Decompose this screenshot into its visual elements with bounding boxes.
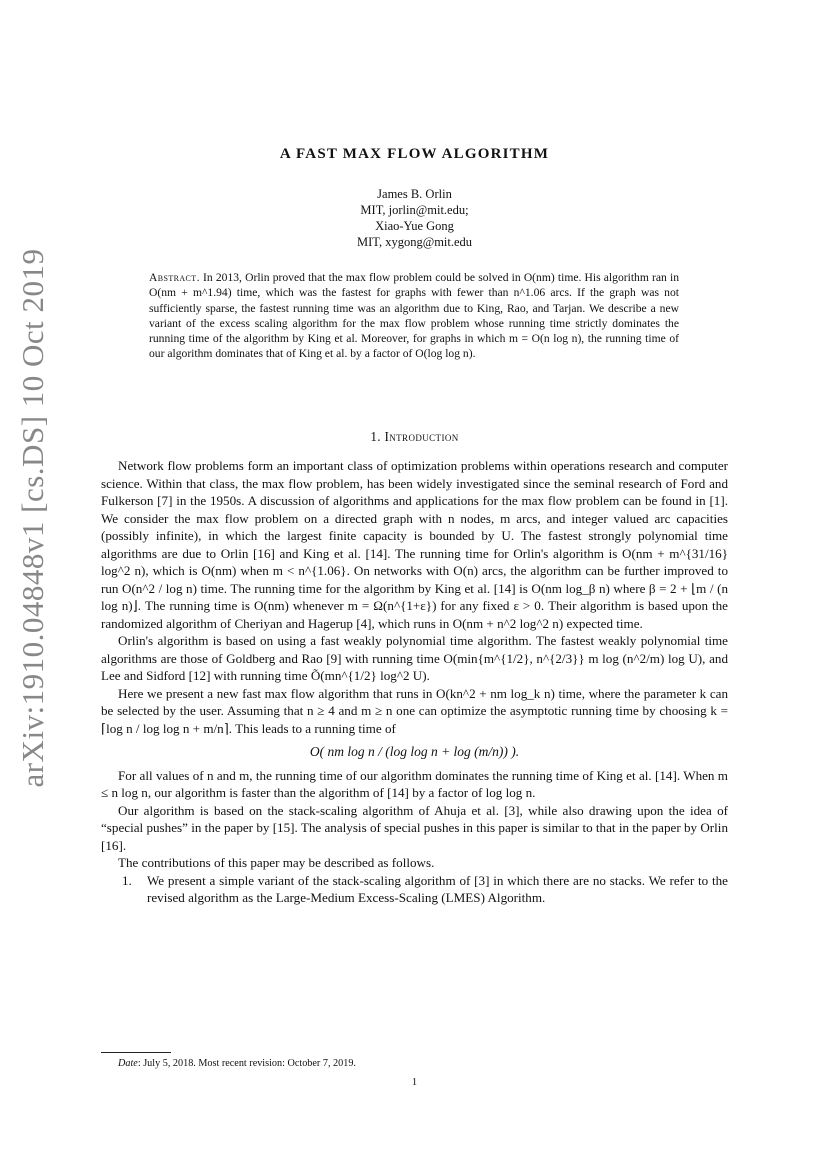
list-item-text: We present a simple variant of the stack-scaling algorithm of [3] in which there are no stacks. We refer to the revised algorithm as the Large-Medium Excess-Scaling (LMES) Algorithm. — [147, 872, 728, 905]
section-title: Introduction — [384, 429, 459, 444]
paragraph: Our algorithm is based on the stack-scaling algorithm of Ahuja et al. [3], while also drawing upon the idea of “special pushes” in the paper by [15]. The analysis of special pushes in this paper is similar to that in the paper by Orlin [16]. — [101, 802, 728, 853]
section-heading — [101, 429, 728, 445]
paragraph: The contributions of this paper may be described as follows. — [118, 855, 435, 870]
display-equation: O( nm log n / (log log n + log (m/n)) ). — [309, 744, 520, 759]
abstract-label: Abstract. — [149, 271, 200, 284]
section-body — [101, 457, 728, 907]
contributions-list — [101, 872, 728, 907]
author-block — [101, 186, 728, 250]
list-item-number: 1. — [122, 872, 132, 888]
author-affiliation: MIT, xygong@mit.edu — [356, 235, 473, 249]
author-name: James B. Orlin — [377, 187, 452, 201]
page-number: 1 — [411, 1077, 418, 1088]
author-name: Xiao-Yue Gong — [375, 219, 454, 233]
paragraph: Here we present a new fast max flow algorithm that runs in O(kn^2 + nm log_k n) time, where the parameter k can be selected by the user. Assuming that n ≥ 4 and m ≥ n one can optimize the asymptotic running time by choosing k = ⌈log n / log log n + m/n⌉. This leads to a running time of — [101, 685, 728, 736]
list-item — [101, 872, 728, 907]
paragraph: For all values of n and m, the running time of our algorithm dominates the running time of King et al. [14]. When m ≤ n log n, our algorithm is faster than the algorithm of [14] by a factor of log log n. — [101, 767, 728, 800]
footnote-label: Date — [118, 1058, 138, 1069]
paragraph: Network flow problems form an important class of optimization problems within operations research and computer science. Within that class, the max flow problem, has been widely investigated since the seminal research of Ford and Fulkerson [7] in the 1950s. A discussion of algorithms and applications for the max flow problem can be found in [1]. We consider the max flow problem on a directed graph with n nodes, m arcs, and integer valued arc capacities (possibly infinite), in which the largest finite capacity is bounded by U. The fastest strongly polynomial time algorithms are due to Orlin [16] and King et al. [14]. The running time for Orlin's algorithm is O(nm + m^{31/16} log^2 n), which is O(nm) when m < n^{1.06}. On networks with O(n) arcs, the algorithm can be further improved to run O(n^2 / log n) time. The running time for the algorithm by King et al. [14] is O(nm log_β n) where β = 2 + ⌊m / (n log n)⌋. The running time is O(nm) whenever m = Ω(n^{1+ε}) for any fixed ε > 0. Their algorithm is based upon the randomized algorithm of Cheriyan and Hagerup [4], which runs in O(nm + n^2 log^2 n) expected time. — [101, 458, 728, 631]
footnote-text: : July 5, 2018. Most recent revision: October 7, 2019. — [137, 1058, 356, 1069]
arxiv-sidebar — [15, 248, 50, 788]
date-footnote — [118, 1058, 356, 1069]
paragraph: Orlin's algorithm is based on using a fast weakly polynomial time algorithm. The fastest weakly polynomial time algorithms are those of Goldberg and Rao [9] with running time O(min{m^{1/2}, n^{2/3}} m log (n^2/m) log U), and Lee and Sidford [12] with running time Õ(mn^{1/2} log^2 U). — [101, 633, 728, 683]
paper-title: A FAST MAX FLOW ALGORITHM — [279, 146, 550, 162]
author-affiliation: MIT, jorlin@mit.edu; — [360, 203, 469, 217]
footnote-rule — [101, 1052, 171, 1053]
abstract — [149, 270, 679, 362]
section-number: 1. — [370, 429, 381, 444]
arxiv-identifier: arXiv:1910.04848v1 [cs.DS] 10 Oct 2019 — [15, 248, 50, 788]
abstract-text: In 2013, Orlin proved that the max flow problem could be solved in O(nm) time. His algorithm ran in O(nm + m^1.94) time, which was the fastest for graphs with fewer than n^1.06 arcs. If the graph was not sufficiently sparse, the fastest running time was an algorithm due to King, Rao, and Tarjan. We describe a new variant of the excess scaling algorithm for the max flow problem whose running time strictly dominates the running time of the algorithm by King et al. Moreover, for graphs in which m = O(n log n), the running time of our algorithm dominates that of King et al. by a factor of O(log log n). — [149, 271, 679, 361]
